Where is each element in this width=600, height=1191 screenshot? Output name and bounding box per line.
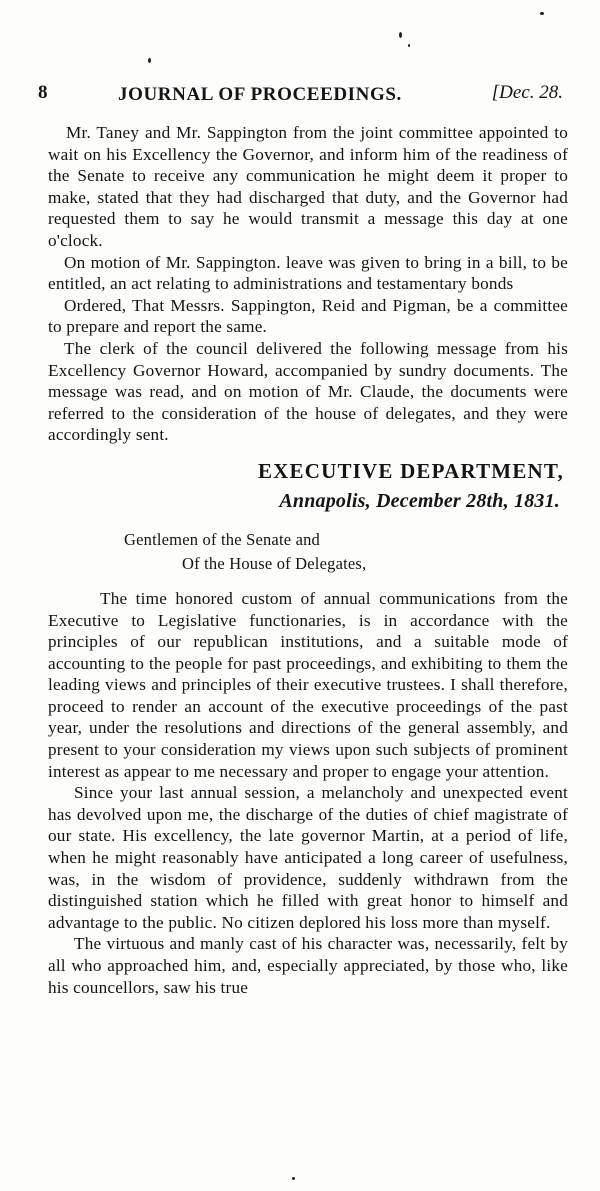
journal-body [48, 122, 568, 998]
scan-speck [399, 32, 402, 38]
letter-paragraph: Since your last annual session, a melancholy and unexpected event has devolved upon me, the discharge of the duties of chief magistrate of our state. His excellency, the late governor Martin, at a period of life, when he might reasonably have anticipated a long career of usefulness, was, in the wisdom of providence, suddenly withdrawn from the distinguished station which he filled with great honor to himself and advantage to the public. No citizen deplored his loss more than myself. [48, 783, 568, 932]
department-heading: EXECUTIVE DEPARTMENT, [257, 458, 564, 483]
scan-speck [148, 58, 151, 63]
page-number: 8 [38, 82, 48, 103]
running-header [38, 82, 563, 108]
running-date: [Dec. 28. [491, 82, 563, 103]
paragraph: Ordered, That Messrs. Sappington, Reid and Pigman, be a committee to prepare and report the same. [48, 295, 568, 337]
governor-message [48, 588, 568, 998]
salutation-line-2: Of the House of Delegates, [182, 553, 367, 573]
letter-paragraph: The virtuous and manly cast of his character was, necessarily, felt by all who approached him, and, especially appreciated, by those who, like his councellors, saw his true [48, 934, 568, 997]
scan-speck [292, 1177, 295, 1180]
paragraph: On motion of Mr. Sappington. leave was given to bring in a bill, to be entitled, an act relating to administrations and testamentary bonds [48, 252, 568, 294]
scan-speck [540, 12, 544, 15]
running-title: JOURNAL OF PROCEEDINGS. [118, 84, 402, 105]
paragraph: Mr. Taney and Mr. Sappington from the joint committee appointed to wait on his Excellency the Governor, and inform him of the readiness of the Senate to receive any communication he might deem it proper to make, stated that they had discharged that duty, and the Governor had requested them to say he would transmit a message this day at one o'clock. [48, 123, 568, 250]
paragraph: The clerk of the council delivered the following message from his Excellency Governor Howard, accompanied by sundry documents. The message was read, and on motion of Mr. Claude, the documents were referred to the consideration of the house of delegates, and they were accordingly sent. [48, 338, 568, 445]
salutation-line-1: Gentlemen of the Senate and [124, 529, 320, 549]
letter-paragraph: The time honored custom of annual communications from the Executive to Legislative functionaries, is in accordance with the principles of our republican institutions, and a suitable mode of accounting to the people for past proceedings, and exhibiting to them the leading views and principles of their executive trustees. I shall therefore, proceed to render an account of the executive proceedings of the past year, under the resolutions and directions of the general assembly, and present to your consideration my views upon such subjects of prominent interest as appear to me necessary and proper to engage your attention. [48, 588, 568, 781]
scan-speck [408, 44, 410, 47]
department-place-date: Annapolis, December 28th, 1831. [279, 489, 560, 512]
